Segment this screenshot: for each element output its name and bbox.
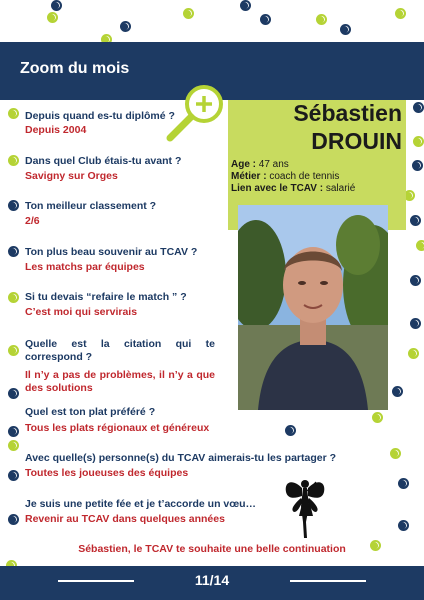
fairy-silhouette-icon (282, 476, 328, 540)
answer-4: Les matchs par équipes (25, 261, 145, 273)
tennis-ball-icon (398, 520, 409, 531)
question-9: Je suis une petite fée et je t’accorde un vœu… (25, 498, 257, 510)
answer-7: Tous les plats régionaux et généreux (25, 422, 210, 434)
page-title: Zoom du mois (20, 60, 130, 77)
question-2: Dans quel Club étais-tu avant ? (25, 155, 182, 167)
page-number: 11/14 (194, 572, 230, 588)
tennis-ball-icon (410, 275, 421, 286)
tennis-ball-icon (412, 160, 423, 171)
tennis-ball-icon (8, 426, 19, 437)
answer-9: Revenir au TCAV dans quelques années (25, 513, 225, 525)
job-value: coach de tennis (269, 171, 340, 182)
answer-2: Savigny sur Orges (25, 170, 118, 182)
tennis-ball-icon (392, 386, 403, 397)
question-1: Depuis quand es-tu diplômé ? (25, 110, 175, 122)
tennis-ball-icon (8, 388, 19, 399)
job-label: Métier : (231, 171, 267, 182)
tennis-ball-icon (51, 0, 62, 11)
answer-3: 2/6 (25, 215, 40, 227)
profile-age (231, 159, 289, 170)
tennis-ball-icon (410, 318, 421, 329)
profile-last-name: DROUIN (311, 128, 402, 154)
tennis-ball-icon (285, 425, 296, 436)
tennis-ball-icon (8, 246, 19, 257)
tennis-ball-icon (183, 8, 194, 19)
answer-5: C’est moi qui servirais (25, 306, 138, 318)
tennis-ball-icon (8, 155, 19, 166)
answer-6: Il n’y a pas de problèmes, il n’y a que des solutions (25, 369, 215, 394)
tennis-ball-icon (398, 478, 409, 489)
answer-1: Depuis 2004 (25, 124, 87, 136)
link-value: salarié (325, 183, 356, 194)
question-7: Quel est ton plat préféré ? (25, 406, 156, 418)
tennis-ball-icon (395, 8, 406, 19)
question-3: Ton meilleur classement ? (25, 200, 157, 212)
profile-job (231, 171, 339, 182)
age-value: 47 ans (258, 159, 289, 170)
age-label: Age : (231, 159, 256, 170)
link-label: Lien avec le TCAV : (231, 183, 324, 194)
question-5: Si tu devais “refaire le match ” ? (25, 291, 187, 303)
tennis-ball-icon (390, 448, 401, 459)
tennis-ball-icon (408, 348, 419, 359)
magnifier-plus-icon (166, 84, 226, 144)
tennis-ball-icon (372, 412, 383, 423)
tennis-ball-icon (120, 21, 131, 32)
tennis-ball-icon (8, 514, 19, 525)
tennis-ball-icon (413, 102, 424, 113)
tennis-ball-icon (8, 292, 19, 303)
closing-message: Sébastien, le TCAV te souhaite une belle continuation (78, 543, 346, 555)
tennis-ball-icon (240, 0, 251, 11)
profile-link (231, 183, 355, 194)
portrait-photo (238, 205, 388, 410)
tennis-ball-icon (47, 12, 58, 23)
tennis-ball-icon (316, 14, 327, 25)
tennis-ball-icon (260, 14, 271, 25)
tennis-ball-icon (8, 108, 19, 119)
tennis-ball-icon (8, 200, 19, 211)
tennis-ball-icon (8, 470, 19, 481)
tennis-ball-icon (416, 240, 424, 251)
answer-8: Toutes les joueuses des équipes (25, 467, 189, 479)
tennis-ball-icon (410, 215, 421, 226)
tennis-ball-icon (8, 345, 19, 356)
question-6: Quelle est la citation qui te correspond ? (25, 338, 215, 363)
question-8: Avec quelle(s) personne(s) du TCAV aimerais-tu les partager ? (25, 452, 336, 464)
tennis-ball-icon (413, 136, 424, 147)
tennis-ball-icon (340, 24, 351, 35)
question-4: Ton plus beau souvenir au TCAV ? (25, 246, 198, 258)
profile-first-name: Sébastien (293, 100, 402, 126)
tennis-ball-icon (8, 440, 19, 451)
